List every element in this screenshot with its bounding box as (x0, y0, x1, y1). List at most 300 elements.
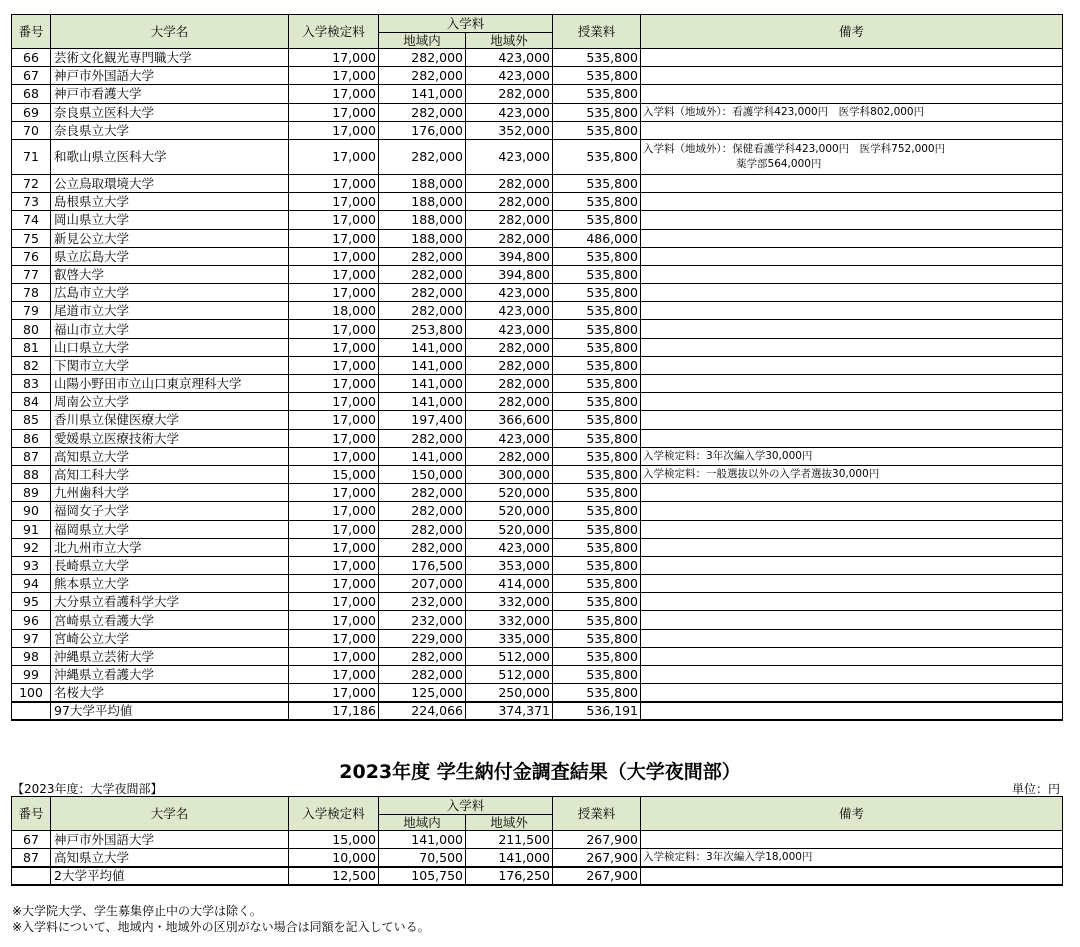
header-exam-fee: 入学検定料 (289, 797, 379, 831)
remarks-line: 入学検定料：3年次編入学30,000円 (643, 449, 813, 462)
cell-remarks (641, 229, 1063, 247)
header-in-region: 地域内 (379, 815, 466, 831)
cell-admission-out-region: 282,000 (466, 229, 553, 247)
cell-tuition: 267,900 (553, 831, 641, 849)
cell-remarks (641, 356, 1063, 374)
cell-admission-in-region: 282,000 (379, 49, 466, 67)
tuition-table-daytime (11, 14, 1063, 721)
cell-admission-out-region: 423,000 (466, 538, 553, 556)
cell-remarks (641, 647, 1063, 665)
header-remarks: 備考 (641, 15, 1063, 49)
cell-tuition: 535,800 (553, 556, 641, 574)
cell-remarks (641, 831, 1063, 849)
cell-admission-in-region: 197,400 (379, 411, 466, 429)
cell-admission-in-region: 282,000 (379, 538, 466, 556)
cell-admission-in-region: 207,000 (379, 575, 466, 593)
table-row (12, 85, 1063, 103)
cell-tuition: 535,800 (553, 465, 641, 483)
cell-admission-out-region: 353,000 (466, 556, 553, 574)
cell-no: 83 (12, 375, 51, 393)
cell-admission-in-region: 282,000 (379, 484, 466, 502)
cell-remarks (641, 247, 1063, 265)
cell-university-name: 福山市立大学 (51, 320, 289, 338)
cell-remarks (641, 302, 1063, 320)
cell-tuition: 535,800 (553, 593, 641, 611)
cell-university-name: 神戸市外国語大学 (51, 67, 289, 85)
cell-no: 91 (12, 520, 51, 538)
cell-no: 86 (12, 429, 51, 447)
cell-admission-out-region: 282,000 (466, 193, 553, 211)
cell-university-name: 長崎県立大学 (51, 556, 289, 574)
cell-university-name: 新見公立大学 (51, 229, 289, 247)
cell-tuition: 535,800 (553, 265, 641, 283)
cell-exam-fee: 17,000 (289, 284, 379, 302)
table-body (12, 831, 1063, 886)
cell-tuition: 535,800 (553, 284, 641, 302)
cell-remarks (641, 393, 1063, 411)
table-row (12, 320, 1063, 338)
table-row (12, 67, 1063, 85)
cell-university-name: 福岡女子大学 (51, 502, 289, 520)
cell-university-name: 島根県立大学 (51, 193, 289, 211)
cell-remarks (641, 502, 1063, 520)
cell-exam-fee: 17,000 (289, 411, 379, 429)
table-row (12, 103, 1063, 121)
cell-admission-in-region: 282,000 (379, 502, 466, 520)
cell-admission-out-region: 282,000 (466, 375, 553, 393)
cell-no: 93 (12, 556, 51, 574)
cell-remarks (641, 338, 1063, 356)
cell-tuition: 535,800 (553, 393, 641, 411)
cell-university-name: 山陽小野田市立山口東京理科大学 (51, 375, 289, 393)
cell-admission-in-region: 141,000 (379, 356, 466, 374)
cell-no: 66 (12, 49, 51, 67)
cell-no: 69 (12, 103, 51, 121)
cell-remarks (641, 867, 1063, 885)
cell-remarks (641, 702, 1063, 720)
cell-admission-out-region: 520,000 (466, 520, 553, 538)
cell-university-name: 県立広島大学 (51, 247, 289, 265)
table-row (12, 538, 1063, 556)
cell-exam-fee: 17,000 (289, 556, 379, 574)
table-row (12, 49, 1063, 67)
table-row (12, 831, 1063, 849)
cell-university-name: 大分県立看護科学大学 (51, 593, 289, 611)
cell-university-name: 神戸市看護大学 (51, 85, 289, 103)
cell-admission-out-region: 394,800 (466, 265, 553, 283)
cell-remarks (641, 447, 1063, 465)
cell-no: 68 (12, 85, 51, 103)
cell-exam-fee: 17,000 (289, 429, 379, 447)
cell-university-name: 叡啓大学 (51, 265, 289, 283)
cell-remarks (641, 575, 1063, 593)
remarks-line: 入学検定料：一般選抜以外の入学者選抜30,000円 (643, 468, 880, 481)
cell-no (12, 702, 51, 720)
cell-no: 82 (12, 356, 51, 374)
cell-tuition: 535,800 (553, 103, 641, 121)
cell-admission-in-region: 141,000 (379, 393, 466, 411)
cell-exam-fee: 17,000 (289, 520, 379, 538)
cell-admission-out-region: 423,000 (466, 139, 553, 174)
average-exam-fee: 17,186 (289, 702, 379, 720)
cell-exam-fee: 17,000 (289, 103, 379, 121)
cell-exam-fee: 17,000 (289, 593, 379, 611)
header-out-region: 地域外 (466, 33, 553, 49)
cell-admission-out-region: 366,600 (466, 411, 553, 429)
cell-university-name: 高知県立大学 (51, 447, 289, 465)
cell-admission-out-region: 423,000 (466, 284, 553, 302)
table-row (12, 393, 1063, 411)
cell-no: 81 (12, 338, 51, 356)
table-row (12, 556, 1063, 574)
cell-remarks (641, 67, 1063, 85)
header-remarks: 備考 (641, 797, 1063, 831)
cell-admission-in-region: 229,000 (379, 629, 466, 647)
cell-no: 90 (12, 502, 51, 520)
cell-remarks (641, 139, 1063, 174)
cell-admission-out-region: 250,000 (466, 684, 553, 702)
cell-remarks (641, 375, 1063, 393)
cell-exam-fee: 17,000 (289, 174, 379, 192)
cell-exam-fee: 17,000 (289, 629, 379, 647)
cell-admission-out-region: 423,000 (466, 302, 553, 320)
cell-no: 88 (12, 465, 51, 483)
cell-admission-in-region: 282,000 (379, 265, 466, 283)
cell-admission-in-region: 176,500 (379, 556, 466, 574)
average-label: 97大学平均値 (51, 702, 289, 720)
cell-tuition: 535,800 (553, 429, 641, 447)
cell-no: 74 (12, 211, 51, 229)
cell-tuition: 535,800 (553, 666, 641, 684)
cell-tuition: 535,800 (553, 502, 641, 520)
section-label: 【2023年度：大学夜間部】 (12, 782, 163, 796)
cell-tuition: 535,800 (553, 174, 641, 192)
cell-tuition: 535,800 (553, 302, 641, 320)
cell-no: 79 (12, 302, 51, 320)
table-row (12, 429, 1063, 447)
cell-tuition: 535,800 (553, 338, 641, 356)
cell-admission-out-region: 423,000 (466, 103, 553, 121)
cell-tuition: 535,800 (553, 538, 641, 556)
cell-no (12, 867, 51, 885)
cell-tuition: 486,000 (553, 229, 641, 247)
cell-admission-in-region: 253,800 (379, 320, 466, 338)
table-row (12, 265, 1063, 283)
average-tuition: 267,900 (553, 867, 641, 885)
cell-tuition: 535,800 (553, 684, 641, 702)
cell-admission-out-region: 520,000 (466, 502, 553, 520)
cell-university-name: 熊本県立大学 (51, 575, 289, 593)
cell-exam-fee: 17,000 (289, 320, 379, 338)
cell-admission-in-region: 141,000 (379, 831, 466, 849)
cell-exam-fee: 17,000 (289, 49, 379, 67)
cell-admission-out-region: 352,000 (466, 121, 553, 139)
header-exam-fee: 入学検定料 (289, 15, 379, 49)
unit-label: 単位：円 (1011, 782, 1060, 796)
cell-exam-fee: 17,000 (289, 666, 379, 684)
table-row (12, 356, 1063, 374)
cell-no: 75 (12, 229, 51, 247)
table-row (12, 284, 1063, 302)
cell-no: 70 (12, 121, 51, 139)
cell-exam-fee: 17,000 (289, 375, 379, 393)
cell-admission-out-region: 282,000 (466, 447, 553, 465)
header-out-region: 地域外 (466, 815, 553, 831)
cell-exam-fee: 17,000 (289, 193, 379, 211)
cell-no: 76 (12, 247, 51, 265)
cell-exam-fee: 17,000 (289, 502, 379, 520)
cell-exam-fee: 17,000 (289, 211, 379, 229)
cell-remarks (641, 484, 1063, 502)
cell-university-name: 福岡県立大学 (51, 520, 289, 538)
cell-tuition: 535,800 (553, 67, 641, 85)
cell-admission-out-region: 520,000 (466, 484, 553, 502)
cell-no: 84 (12, 393, 51, 411)
table-row (12, 174, 1063, 192)
table-row (12, 575, 1063, 593)
cell-exam-fee: 17,000 (289, 647, 379, 665)
cell-tuition: 535,800 (553, 193, 641, 211)
cell-university-name: 高知工科大学 (51, 465, 289, 483)
cell-admission-in-region: 176,000 (379, 121, 466, 139)
cell-university-name: 神戸市外国語大学 (51, 831, 289, 849)
footnote: ※入学料について、地域内・地域外の区別がない場合は同額を記入している。 (12, 920, 430, 934)
table-row (12, 465, 1063, 483)
cell-admission-out-region: 282,000 (466, 356, 553, 374)
footnotes (12, 903, 430, 935)
table-row (12, 849, 1063, 867)
header-name: 大学名 (51, 15, 289, 49)
cell-remarks (641, 103, 1063, 121)
cell-admission-out-region: 282,000 (466, 174, 553, 192)
cell-no: 87 (12, 849, 51, 867)
cell-university-name: 周南公立大学 (51, 393, 289, 411)
cell-no: 89 (12, 484, 51, 502)
cell-admission-out-region: 282,000 (466, 85, 553, 103)
table-row (12, 121, 1063, 139)
cell-university-name: 下関市立大学 (51, 356, 289, 374)
cell-admission-in-region: 282,000 (379, 520, 466, 538)
cell-admission-in-region: 188,000 (379, 211, 466, 229)
cell-admission-in-region: 188,000 (379, 193, 466, 211)
footnote: ※大学院大学、学生募集停止中の大学は除く。 (12, 904, 262, 918)
average-exam-fee: 12,500 (289, 867, 379, 885)
cell-no: 73 (12, 193, 51, 211)
table-row (12, 139, 1063, 174)
cell-no: 85 (12, 411, 51, 429)
cell-admission-out-region: 335,000 (466, 629, 553, 647)
cell-remarks (641, 411, 1063, 429)
cell-exam-fee: 17,000 (289, 538, 379, 556)
cell-admission-out-region: 394,800 (466, 247, 553, 265)
cell-admission-out-region: 332,000 (466, 593, 553, 611)
cell-university-name: 宮崎県立看護大学 (51, 611, 289, 629)
cell-exam-fee: 17,000 (289, 356, 379, 374)
table-row (12, 611, 1063, 629)
cell-admission-in-region: 282,000 (379, 103, 466, 121)
table-row (12, 593, 1063, 611)
table-body (12, 49, 1063, 721)
cell-no: 67 (12, 67, 51, 85)
cell-tuition: 535,800 (553, 121, 641, 139)
cell-exam-fee: 17,000 (289, 447, 379, 465)
table-row (12, 666, 1063, 684)
cell-remarks (641, 193, 1063, 211)
cell-university-name: 北九州市立大学 (51, 538, 289, 556)
cell-no: 80 (12, 320, 51, 338)
cell-tuition: 535,800 (553, 211, 641, 229)
table-row (12, 684, 1063, 702)
cell-no: 78 (12, 284, 51, 302)
table-row (12, 229, 1063, 247)
cell-tuition: 535,800 (553, 139, 641, 174)
cell-exam-fee: 17,000 (289, 139, 379, 174)
cell-admission-out-region: 332,000 (466, 611, 553, 629)
cell-exam-fee: 10,000 (289, 849, 379, 867)
table-row (12, 211, 1063, 229)
cell-admission-out-region: 211,500 (466, 831, 553, 849)
cell-no: 87 (12, 447, 51, 465)
cell-remarks (641, 174, 1063, 192)
table-row (12, 302, 1063, 320)
cell-admission-out-region: 300,000 (466, 465, 553, 483)
cell-no: 99 (12, 666, 51, 684)
cell-admission-in-region: 150,000 (379, 465, 466, 483)
cell-tuition: 535,800 (553, 411, 641, 429)
cell-tuition: 535,800 (553, 611, 641, 629)
remarks-line: 薬学部564,000円 (736, 157, 822, 170)
cell-tuition: 535,800 (553, 629, 641, 647)
cell-admission-out-region: 423,000 (466, 429, 553, 447)
cell-university-name: 奈良県立大学 (51, 121, 289, 139)
table-row (12, 484, 1063, 502)
average-admission-in-region: 224,066 (379, 702, 466, 720)
cell-remarks (641, 684, 1063, 702)
cell-admission-out-region: 141,000 (466, 849, 553, 867)
cell-admission-in-region: 282,000 (379, 139, 466, 174)
cell-exam-fee: 17,000 (289, 611, 379, 629)
cell-remarks (641, 849, 1063, 867)
cell-exam-fee: 17,000 (289, 338, 379, 356)
cell-university-name: 山口県立大学 (51, 338, 289, 356)
cell-no: 95 (12, 593, 51, 611)
table-row (12, 502, 1063, 520)
cell-remarks (641, 211, 1063, 229)
header-in-region: 地域内 (379, 33, 466, 49)
cell-exam-fee: 15,000 (289, 465, 379, 483)
cell-remarks (641, 629, 1063, 647)
table-row (12, 411, 1063, 429)
cell-university-name: 香川県立保健医療大学 (51, 411, 289, 429)
cell-admission-in-region: 70,500 (379, 849, 466, 867)
header-admission: 入学料 (379, 797, 553, 815)
cell-tuition: 535,800 (553, 49, 641, 67)
cell-admission-out-region: 414,000 (466, 575, 553, 593)
cell-admission-out-region: 282,000 (466, 393, 553, 411)
cell-exam-fee: 17,000 (289, 265, 379, 283)
header-no: 番号 (12, 15, 51, 49)
cell-exam-fee: 17,000 (289, 229, 379, 247)
cell-tuition: 535,800 (553, 484, 641, 502)
cell-university-name: 芸術文化観光専門職大学 (51, 49, 289, 67)
cell-admission-in-region: 232,000 (379, 611, 466, 629)
table-row (12, 247, 1063, 265)
cell-no: 71 (12, 139, 51, 174)
cell-tuition: 535,800 (553, 447, 641, 465)
table-row (12, 629, 1063, 647)
cell-remarks (641, 320, 1063, 338)
table-row (12, 193, 1063, 211)
cell-exam-fee: 17,000 (289, 575, 379, 593)
cell-no: 72 (12, 174, 51, 192)
cell-exam-fee: 18,000 (289, 302, 379, 320)
cell-tuition: 535,800 (553, 247, 641, 265)
cell-remarks (641, 538, 1063, 556)
cell-university-name: 高知県立大学 (51, 849, 289, 867)
cell-admission-out-region: 423,000 (466, 320, 553, 338)
cell-admission-in-region: 282,000 (379, 302, 466, 320)
cell-admission-in-region: 141,000 (379, 338, 466, 356)
cell-admission-in-region: 282,000 (379, 67, 466, 85)
cell-no: 77 (12, 265, 51, 283)
average-row (12, 867, 1063, 885)
cell-no: 97 (12, 629, 51, 647)
header-tuition: 授業料 (553, 15, 641, 49)
cell-tuition: 267,900 (553, 849, 641, 867)
cell-exam-fee: 17,000 (289, 121, 379, 139)
average-admission-out-region: 374,371 (466, 702, 553, 720)
cell-admission-in-region: 188,000 (379, 174, 466, 192)
cell-exam-fee: 17,000 (289, 247, 379, 265)
cell-no: 92 (12, 538, 51, 556)
remarks-line: 入学料（地域外）：看護学科423,000円 医学科802,000円 (643, 105, 925, 118)
cell-admission-out-region: 423,000 (466, 67, 553, 85)
cell-tuition: 535,800 (553, 85, 641, 103)
cell-remarks (641, 666, 1063, 684)
cell-university-name: 公立鳥取環境大学 (51, 174, 289, 192)
cell-exam-fee: 17,000 (289, 85, 379, 103)
average-row (12, 702, 1063, 720)
cell-university-name: 愛媛県立医療技術大学 (51, 429, 289, 447)
cell-admission-in-region: 141,000 (379, 447, 466, 465)
header-name: 大学名 (51, 797, 289, 831)
remarks-line: 入学料（地域外）：保健看護学科423,000円 医学科752,000円 (643, 142, 946, 155)
cell-no: 100 (12, 684, 51, 702)
average-admission-out-region: 176,250 (466, 867, 553, 885)
cell-remarks (641, 465, 1063, 483)
cell-university-name: 沖縄県立芸術大学 (51, 647, 289, 665)
cell-tuition: 535,800 (553, 375, 641, 393)
cell-exam-fee: 17,000 (289, 67, 379, 85)
cell-admission-in-region: 125,000 (379, 684, 466, 702)
cell-admission-out-region: 282,000 (466, 211, 553, 229)
cell-tuition: 535,800 (553, 520, 641, 538)
cell-remarks (641, 265, 1063, 283)
cell-remarks (641, 520, 1063, 538)
cell-admission-in-region: 232,000 (379, 593, 466, 611)
cell-admission-in-region: 188,000 (379, 229, 466, 247)
cell-remarks (641, 284, 1063, 302)
cell-tuition: 535,800 (553, 647, 641, 665)
table-row (12, 520, 1063, 538)
table-row (12, 375, 1063, 393)
cell-no: 96 (12, 611, 51, 629)
cell-no: 98 (12, 647, 51, 665)
average-admission-in-region: 105,750 (379, 867, 466, 885)
cell-university-name: 尾道市立大学 (51, 302, 289, 320)
cell-university-name: 宮崎公立大学 (51, 629, 289, 647)
cell-university-name: 沖縄県立看護大学 (51, 666, 289, 684)
